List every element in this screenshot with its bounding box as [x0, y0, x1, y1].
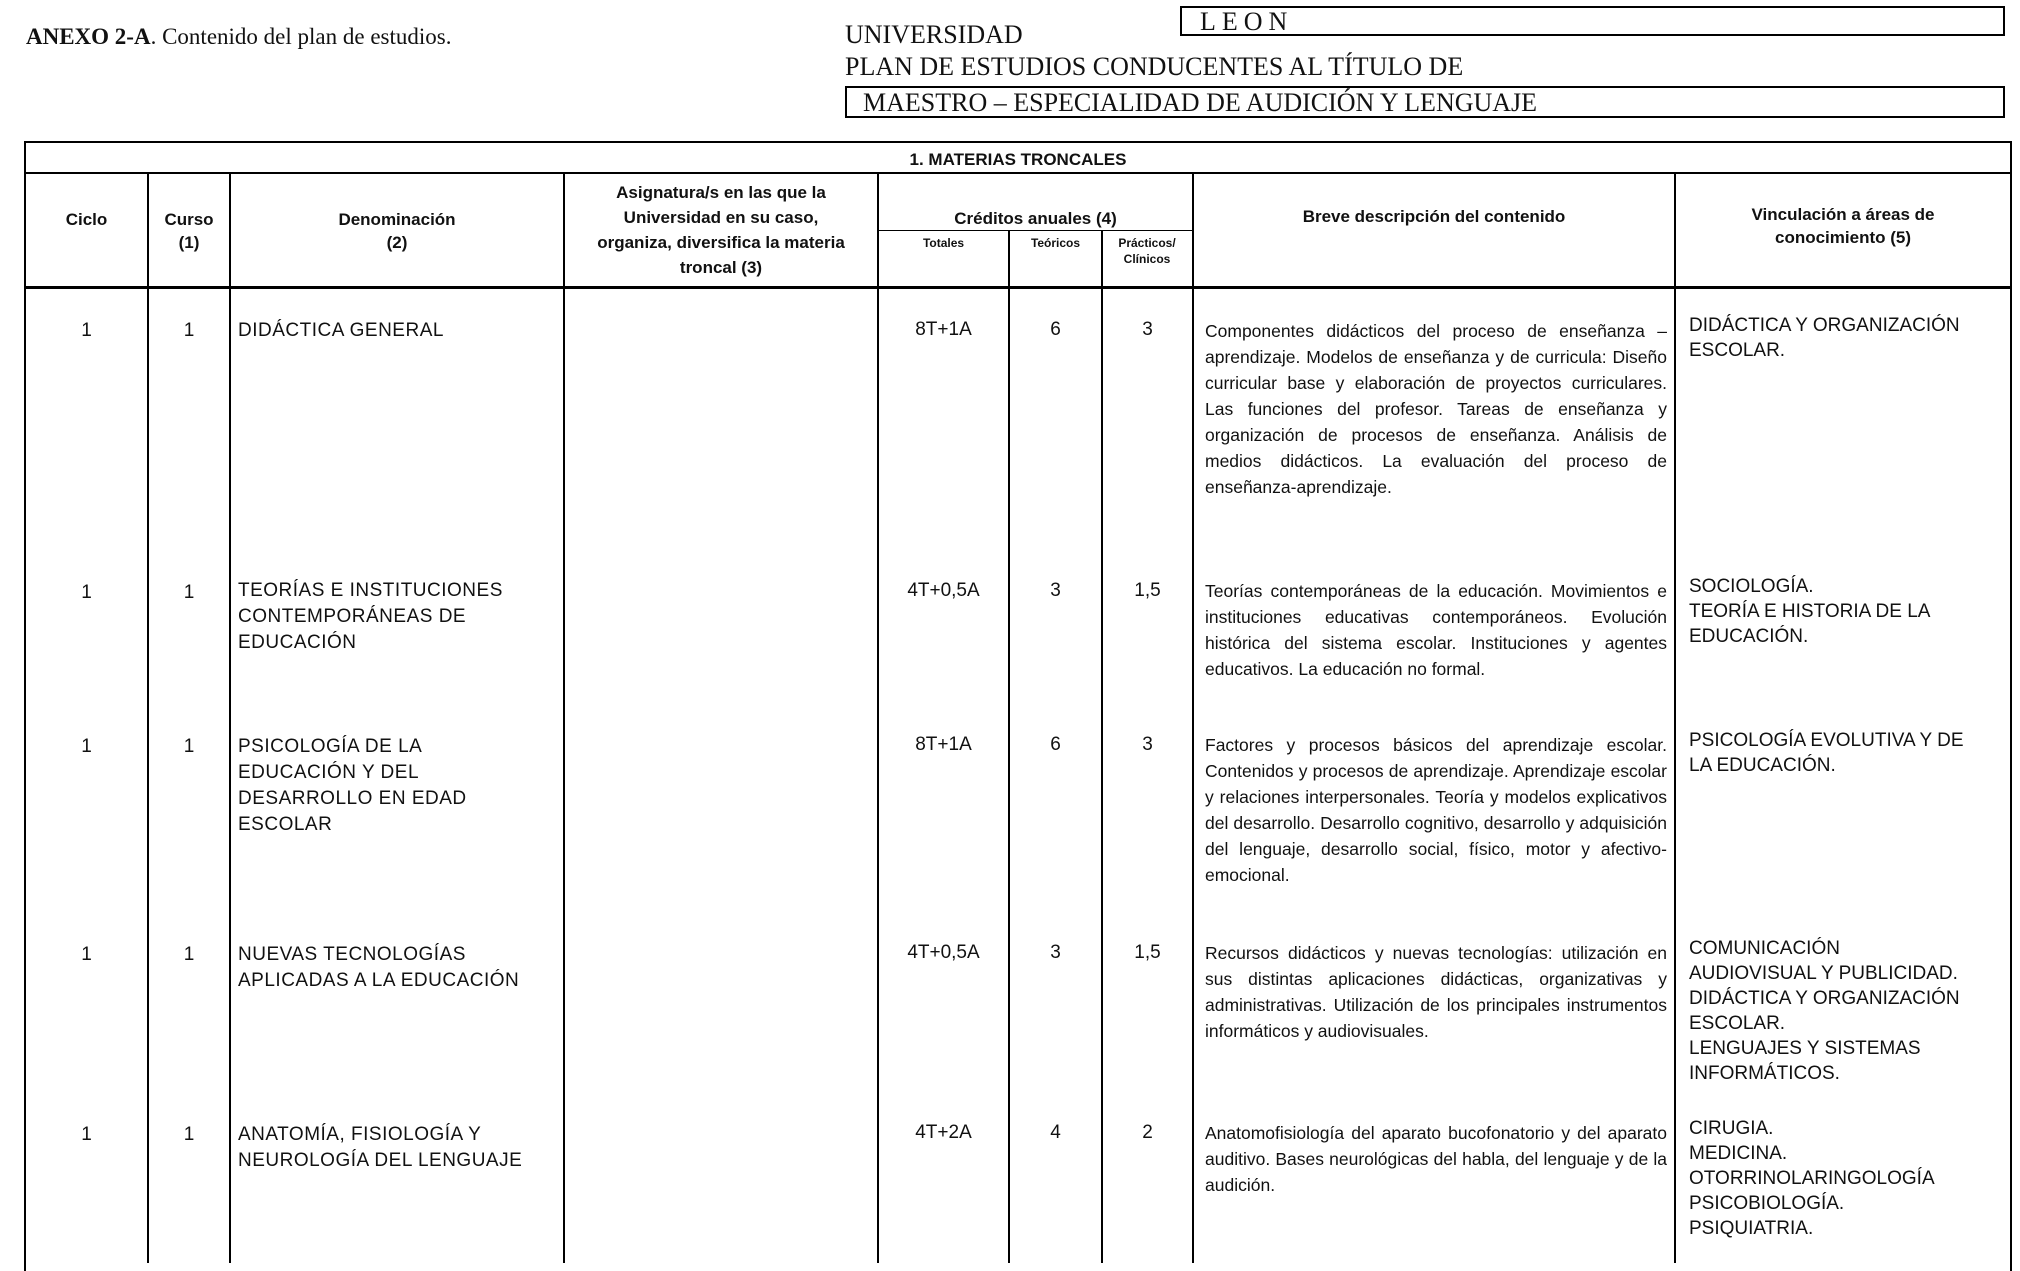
row-teoricos: 6	[1050, 319, 1061, 340]
header-asignatura	[565, 180, 877, 280]
row-teoricos: 4	[1050, 1122, 1061, 1143]
row-practicos: 2	[1142, 1122, 1153, 1143]
annex-number: ANEXO 2-A	[26, 24, 151, 49]
header-denominacion-note: (2)	[386, 233, 408, 252]
row-denominacion: PSICOLOGÍA DE LA EDUCACIÓN Y DEL DESARROLLO EN EDAD ESCOLAR	[238, 736, 467, 835]
header-totales: Totales	[922, 236, 965, 250]
table-divider	[24, 286, 2012, 289]
row-practicos: 3	[1142, 319, 1153, 340]
header-practicos: Prácticos/ Clínicos	[1118, 236, 1176, 266]
subjects-table	[24, 141, 2012, 1271]
row-ciclo: 1	[81, 582, 92, 603]
row-teoricos: 3	[1050, 580, 1061, 601]
row-descripcion: Factores y procesos básicos del aprendizaje escolar. Contenidos y procesos de aprendizaje. Aprendizaje escolar y relaciones interpersonales. Teoría y modelos explicativos del desarrollo. Desarrollo cognitivo, desarrollo y adquisición del lenguaje, desarrollo social, físico, motor y afectivo-emocional.	[1205, 735, 1667, 885]
row-totales: 8T+1A	[915, 734, 972, 755]
header-denominacion	[231, 208, 563, 254]
row-teoricos: 6	[1050, 734, 1061, 755]
row-practicos: 1,5	[1134, 580, 1161, 601]
row-practicos: 1,5	[1134, 942, 1161, 963]
row-denominacion: DIDÁCTICA GENERAL	[238, 320, 444, 341]
row-descripcion: Anatomofisiología del aparato bucofonatorio y del aparato auditivo. Bases neurológicas del habla, del lenguaje y de la audición.	[1205, 1123, 1667, 1195]
row-descripcion: Teorías contemporáneas de la educación. Movimientos e instituciones educativas contemporáneos. Evolución histórica del sistema escolar. Instituciones y agentes educativos. La educación no formal.	[1205, 581, 1667, 679]
row-practicos: 3	[1142, 734, 1153, 755]
column-divider	[1674, 173, 1676, 1263]
header-teoricos: Teóricos	[1030, 236, 1081, 250]
university-field: LEON	[1180, 6, 2005, 36]
row-ciclo: 1	[81, 1124, 92, 1145]
row-descripcion: Recursos didácticos y nuevas tecnologías: utilización en sus distintas aplicaciones didácticas, organizativas y administrativas. Utilización de los principales instrumentos informáticos y audiovisuales.	[1205, 943, 1667, 1041]
header-vinculacion	[1676, 203, 2010, 249]
row-areas: SOCIOLOGÍA. TEORÍA E HISTORIA DE LA EDUCACIÓN.	[1689, 576, 1931, 647]
column-divider	[229, 173, 231, 1263]
row-totales: 4T+0,5A	[907, 580, 980, 601]
row-curso: 1	[183, 582, 195, 603]
row-curso: 1	[183, 320, 195, 341]
header-asignatura-line: Asignatura/s en las que la	[616, 183, 826, 202]
header-asignatura-line: Universidad en su caso,	[623, 208, 819, 227]
row-ciclo: 1	[81, 320, 92, 341]
row-areas: PSICOLOGÍA EVOLUTIVA Y DE LA EDUCACIÓN.	[1689, 730, 1964, 776]
row-ciclo: 1	[81, 736, 92, 757]
degree-title-field: MAESTRO – ESPECIALIDAD DE AUDICIÓN Y LENGUAJE	[845, 86, 2005, 118]
row-areas: CIRUGIA. MEDICINA. OTORRINOLARINGOLOGÍA PSICOBIOLOGÍA. PSIQUIATRIA.	[1689, 1118, 1935, 1239]
header-vinculacion-line: conocimiento (5)	[1774, 228, 1911, 247]
row-totales: 8T+1A	[915, 319, 972, 340]
university-label: UNIVERSIDAD	[845, 20, 1023, 49]
table-section-title: 1. MATERIAS TRONCALES	[909, 150, 1127, 169]
row-denominacion: ANATOMÍA, FISIOLOGÍA Y NEUROLOGÍA DEL LENGUAJE	[238, 1124, 523, 1171]
header-vinculacion-line: Vinculación a áreas de	[1751, 205, 1935, 224]
header-asignatura-line: organiza, diversifica la materia	[597, 233, 845, 252]
row-areas: COMUNICACIÓN AUDIOVISUAL Y PUBLICIDAD. DIDÁCTICA Y ORGANIZACIÓN ESCOLAR. LENGUAJES Y SISTEMAS INFORMÁTICOS.	[1689, 938, 1960, 1084]
header-denominacion-label: Denominación	[338, 210, 456, 229]
column-divider	[1192, 173, 1194, 1263]
header-creditos: Créditos anuales (4)	[954, 209, 1117, 228]
row-curso: 1	[183, 944, 195, 965]
plan-label: PLAN DE ESTUDIOS CONDUCENTES AL TÍTULO DE	[845, 52, 1464, 81]
row-totales: 4T+2A	[915, 1122, 972, 1143]
header-curso-label: Curso	[164, 210, 214, 229]
annex-heading	[26, 24, 451, 50]
column-divider	[563, 173, 565, 1263]
annex-caption: . Contenido del plan de estudios.	[150, 24, 452, 49]
row-curso: 1	[183, 1124, 195, 1145]
header-curso-note: (1)	[178, 233, 200, 252]
row-areas: DIDÁCTICA Y ORGANIZACIÓN ESCOLAR.	[1689, 315, 1960, 361]
row-denominacion: NUEVAS TECNOLOGÍAS APLICADAS A LA EDUCACIÓN	[238, 944, 520, 991]
row-curso: 1	[183, 736, 195, 757]
table-divider	[24, 172, 2012, 174]
row-ciclo: 1	[81, 944, 92, 965]
table-divider	[878, 230, 1193, 231]
row-denominacion: TEORÍAS E INSTITUCIONES CONTEMPORÁNEAS DE EDUCACIÓN	[238, 580, 503, 653]
header-descripcion: Breve descripción del contenido	[1302, 207, 1566, 226]
header-asignatura-line: troncal (3)	[679, 258, 763, 277]
row-teoricos: 3	[1050, 942, 1061, 963]
row-totales: 4T+0,5A	[907, 942, 980, 963]
header-curso	[149, 208, 229, 254]
header-ciclo: Ciclo	[65, 210, 108, 229]
row-descripcion: Componentes didácticos del proceso de enseñanza – aprendizaje. Modelos de enseñanza y de curricula: Diseño curricular base y elaboración de proyectos curriculares. Las funciones del profesor. Tareas de enseñanza y organización de procesos de enseñanza. Análisis de medios didácticos. La evaluación del proceso de enseñanza-aprendizaje.	[1205, 321, 1667, 497]
